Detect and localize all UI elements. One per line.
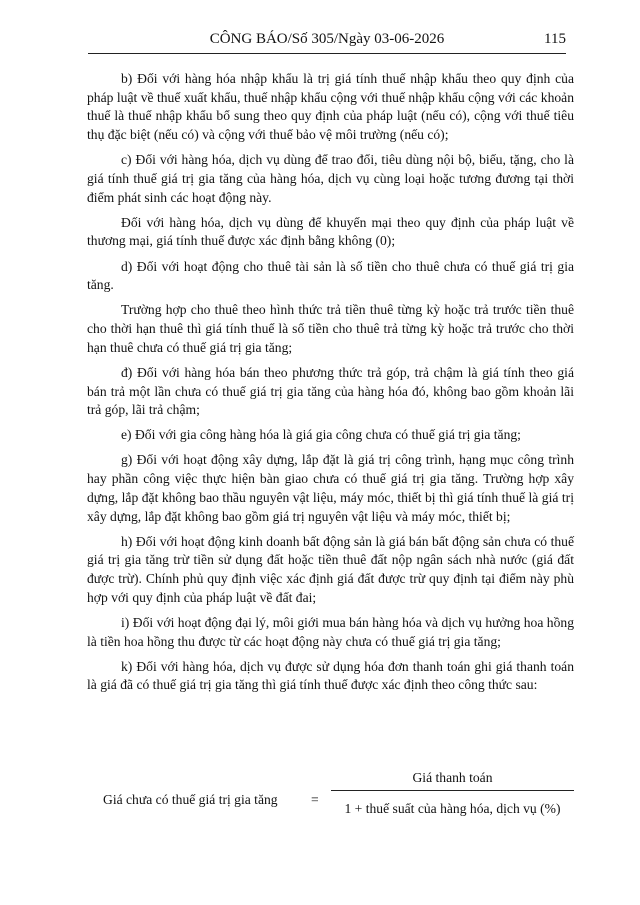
paragraph-d-rental: Trường hợp cho thuê theo hình thức trả tiền thuê từng kỳ hoặc trả trước tiền thuê cho thời hạn thuê thì giá tính thuế là số tiền cho thuê trả từng kỳ hoặc trả trước cho thời hạn thuê chưa có thuế giá trị gia tăng;: [87, 302, 574, 355]
document-body: [87, 70, 574, 701]
formula-denominator: 1 + thuế suất của hàng hóa, dịch vụ (%): [344, 801, 561, 816]
paragraph-i: i) Đối với hoạt động đại lý, môi giới mua bán hàng hóa và dịch vụ hưởng hoa hồng là tiền hoa hồng thu được từ các hoạt động này chưa có thuế giá trị gia tăng;: [87, 614, 574, 649]
paragraph-c: c) Đối với hàng hóa, dịch vụ dùng để trao đổi, tiêu dùng nội bộ, biếu, tặng, cho là giá tính thuế giá trị gia tăng của hàng hóa, dịch vụ cùng loại hoặc tương đương tại thời điểm phát sinh các hoạt động này.: [87, 152, 574, 205]
formula-lhs: Giá chưa có thuế giá trị gia tăng: [103, 792, 278, 807]
page-number: 115: [544, 31, 566, 47]
formula-numerator: Giá thanh toán: [412, 770, 493, 785]
paragraph-h: h) Đối với hoạt động kinh doanh bất động sản là giá bán bất động sản chưa có thuế giá trị gia tăng trừ tiền sử dụng đất hoặc tiền thuê đất nộp ngân sách nhà nước (giá đất được trừ). Chính phủ quy định việc xác định giá đất được trừ quy định tại điểm này phù hợp với quy định của pháp luật về đất đai;: [87, 533, 574, 605]
paragraph-dd: đ) Đối với hàng hóa bán theo phương thức trả góp, trả chậm là giá tính theo giá bán trả một lần chưa có thuế giá trị gia tăng của hàng hóa đó, không bao gồm khoản lãi trả góp, lãi trả chậm;: [87, 364, 574, 418]
paragraph-b: b) Đối với hàng hóa nhập khẩu là trị giá tính thuế nhập khẩu theo quy định của pháp luật về thuế xuất khẩu, thuế nhập khẩu cộng với thuế nhập khẩu cộng với các khoản thuế là thuế nhập khẩu bổ sung theo quy định của pháp luật (nếu có), cộng với thuế tiêu thụ đặc biệt (nếu có) và cộng với thuế bảo vệ môi trường (nếu có);: [87, 71, 574, 143]
formula-equals: =: [311, 792, 319, 807]
gazette-title: CÔNG BÁO/Số 305/Ngày 03-06-2026: [209, 31, 445, 47]
formula-fraction: [331, 768, 574, 818]
tax-formula: [87, 768, 574, 838]
paragraph-d: d) Đối với hoạt động cho thuê tài sản là số tiền cho thuê chưa có thuế giá trị gia tăng.: [87, 258, 574, 293]
fraction-bar: [331, 790, 574, 791]
paragraph-g: g) Đối với hoạt động xây dựng, lắp đặt là giá trị công trình, hạng mục công trình hay phần công việc thực hiện bàn giao chưa có thuế giá trị gia tăng. Trường hợp xây dựng, lắp đặt không bao thầu nguyên vật liệu, máy móc, thiết bị thì giá tính thuế là giá trị xây dựng, lắp đặt không bao gồm giá trị nguyên vật liệu và máy móc, thiết bị;: [87, 452, 574, 524]
page-header: [88, 31, 566, 54]
paragraph-c-promotion: Đối với hàng hóa, dịch vụ dùng để khuyến mại theo quy định của pháp luật về thương mại, giá tính thuế được xác định bằng không (0);: [87, 214, 574, 249]
paragraph-e: e) Đối với gia công hàng hóa là giá gia công chưa có thuế giá trị gia tăng;: [121, 427, 521, 443]
paragraph-k: k) Đối với hàng hóa, dịch vụ được sử dụng hóa đơn thanh toán ghi giá thanh toán là giá đã có thuế giá trị gia tăng thì giá tính thuế được xác định theo công thức sau:: [87, 658, 574, 693]
